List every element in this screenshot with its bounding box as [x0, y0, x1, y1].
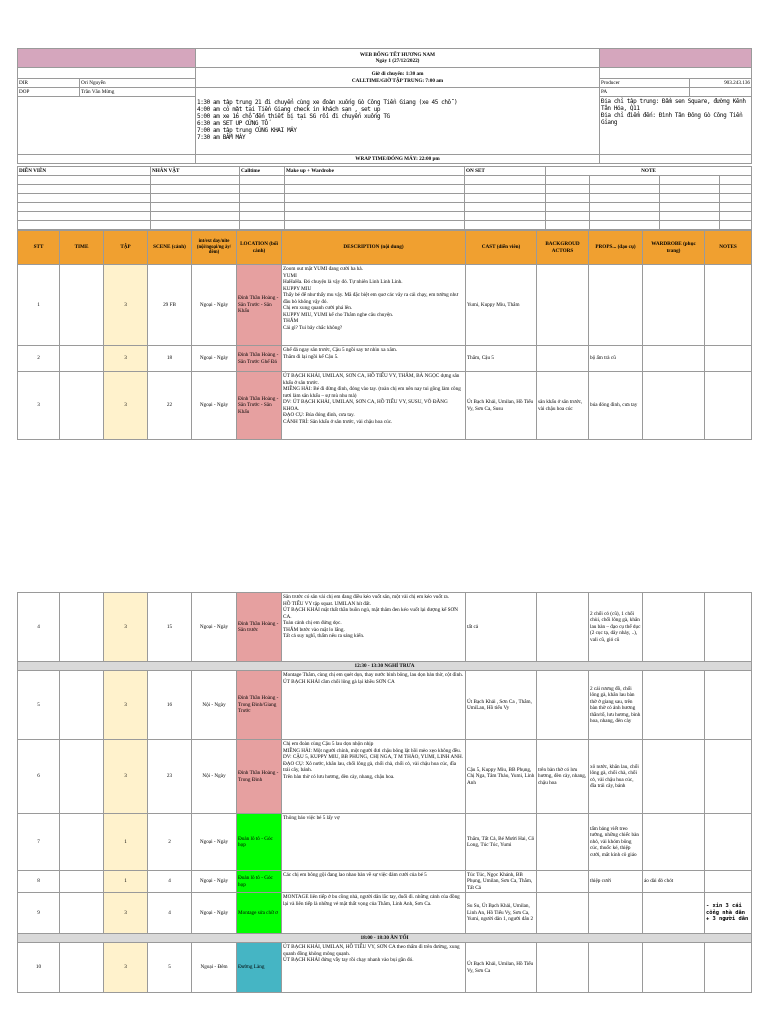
scene-intext: Ngoại - Ngày [192, 265, 237, 346]
blank-left-3 [18, 155, 196, 164]
blank-left-2 [18, 97, 196, 155]
scene-description [282, 346, 466, 372]
scene-props: thiệp cưới [589, 871, 643, 893]
schedule-line: 6:30 am SET UP CỨNG TỐ [197, 120, 268, 127]
scene-location: Đình Thần Hoàng - Sân Trước Ghế Đá [237, 346, 282, 372]
description-line: Zoom out mặt YUMI đang cười ha hả. [283, 266, 363, 272]
blank-right-3 [600, 155, 752, 164]
scene-stt: 8 [18, 871, 60, 893]
pa-label: PA [600, 88, 690, 97]
scene-cast: Út Bạch Khải , Sơn Ca , Thắm, UmiLan, Hồ tiểu Vy [466, 671, 537, 740]
column-header-row [18, 231, 752, 265]
scene-stt: 1 [18, 265, 60, 346]
scene-time [60, 943, 104, 993]
header-pink-left [18, 49, 196, 68]
scene-row [18, 593, 752, 662]
scene-intext: Ngoại - Ngày [192, 814, 237, 871]
scene-number: 29 FB [148, 265, 192, 346]
description-line: Thắm đi lại ngồi kế Cậu 5. [283, 353, 339, 360]
scene-row [18, 871, 752, 893]
description-line: DV: ÚT BẠCH KHẢI, UMILAN, SƠN CA, HỒ TIỂU VY, SUSU, VÕ ĐĂNG KHOA. [283, 399, 448, 412]
scene-number: 5 [148, 943, 192, 993]
producer-label: Producer [600, 79, 690, 88]
scene-notes [705, 593, 752, 662]
scene-cast: Út Bạch Khải, Umilan, Hồ Tiểu Vy, Sơn Ca, Susu [466, 372, 537, 440]
scene-cast: Út Bạch Khải, Umilan, Hồ Tiểu Vy, Sơn Ca [466, 943, 537, 993]
title-cell [196, 49, 600, 68]
scene-description [282, 871, 466, 893]
blank-left-1 [18, 68, 196, 79]
scene-location: Đình Thần Hoàng - Sân Trước - Sân Khấu [237, 372, 282, 440]
description-line: HỒ TIỂU VY tập squat. UMILAN hít đất. [283, 600, 371, 607]
scene-props: xô nước, khăn lau, chổi lông gà, chổi chà, chổi cỏ, vài chậu hoa cúc, đĩa trái cây, bánh [589, 740, 643, 814]
description-line: THẮM [283, 318, 299, 324]
schedule-line: 7:30 am BẤM MÁY [197, 133, 246, 141]
scene-location: Đoàn lô tô - Góc họp [237, 814, 282, 871]
dir-value: Ori Nguyễn [80, 79, 196, 88]
schedule-line: 5:00 am xe 16 chỗ đến thiết bị tại SG rồi đi chuyển xuống TG [197, 113, 390, 121]
cast-header-makeup: Make up + Wardrobe [285, 167, 465, 176]
scene-tap: 3 [104, 893, 148, 934]
dinner-break [18, 934, 752, 943]
scene-stt: 4 [18, 593, 60, 662]
scene-wardrobe: áo dài đỏ chót [643, 871, 705, 893]
scene-stt: 6 [18, 740, 60, 814]
scene-time [60, 265, 104, 346]
scene-props: bộ ấm trà cũ [589, 346, 643, 372]
wrap-time: WRAP TIME/ĐÓNG MÁY: 22:00 pm [196, 155, 600, 164]
col-intext: int/ext day/nite (nội/ngoại/ng ày/đêm) [192, 231, 237, 265]
scene-time [60, 871, 104, 893]
scene-props: 2 cái rương đồ, chổi lông gà, khăn lau bàn thờ ở giang sau, trên bàn thờ có ảnh hương thần/tổ, lưu hương, bình hoa, nhang, đèn cày [589, 671, 643, 740]
scene-wardrobe [643, 943, 705, 993]
description-line: MIỀNG HẢI: Bé đi đừng đình, đóng vào tay. (toàn chị em nên nay tui gồng làm công tươi làm sân khấu – sự mù nhu mà) [283, 386, 461, 399]
scene-tap: 3 [104, 593, 148, 662]
scene-time [60, 346, 104, 372]
dinner-break-label: 18:00 - 18:30 ĂN TỐI [18, 934, 752, 943]
scene-props [589, 943, 643, 993]
scene-intext: Ngoại - Ngày [192, 871, 237, 893]
scene-wardrobe [643, 593, 705, 662]
scene-wardrobe [643, 265, 705, 346]
scene-number: 22 [148, 372, 192, 440]
cast-header-note: NOTE [546, 167, 752, 176]
scene-description [282, 943, 466, 993]
scene-location: Đường Làng [237, 943, 282, 993]
scene-location: Đoàn lô tô - Góc họp [237, 871, 282, 893]
description-line: ÚT BẠCH KHẢI, UMILAN, SƠN CA, HỒ TIỂU VY, THẮM, BÀ NGỌC dựng sân khấu ở sân trước. [283, 373, 460, 386]
scene-tap: 3 [104, 740, 148, 814]
scene-location: Montage sửa chữ ơ [237, 893, 282, 934]
scene-tap: 3 [104, 372, 148, 440]
scene-row [18, 740, 752, 814]
scene-tap: 3 [104, 943, 148, 993]
scene-stt: 3 [18, 372, 60, 440]
scene-background: trên bàn thờ có lưu hương, đèn cày, nhang, chậu hoa [537, 740, 589, 814]
scene-wardrobe [643, 372, 705, 440]
lunch-break [18, 662, 752, 671]
shoot-address: Địa chỉ điểm đến: Đình Tân Đông Gò Công Tiền Giang [601, 111, 743, 126]
description-line: HaHaHa. Đó chuyện là vậy đó. Tự nhiên Linh Linh Linh. [283, 279, 403, 285]
description-line: Toàn cảnh chị em đứng dọc. [283, 620, 342, 626]
scene-intext: Nội - Ngày [192, 740, 237, 814]
description-line: MIỀNG HẢI: Một người chính, một người đưi chậu bông lật hồi mèo xẹo không đều. [283, 747, 462, 754]
scene-notes [705, 346, 752, 372]
col-location: LOCATION (bối cảnh) [237, 231, 282, 265]
description-line: Tất cả suy nghĩ, thấm nêu ra sáng kiến. [283, 633, 365, 639]
scene-background [537, 671, 589, 740]
schedule-line: 7:00 am tập trung CÙNG KHAI MÁY [197, 126, 297, 134]
description-line: Thấy bé để như thấy mu vậy. Mã đặc biệt em quơ các vây ra cái chạy, em tưởng như đầu bò không vậy đó. [283, 292, 459, 305]
scene-notes: - xin 3 cái cổng nhà dân + 3 người dân [705, 893, 752, 934]
description-line: Các chị em bông gội đang lao nhao bàn về sự việc đám cưới của bé 5 [283, 872, 427, 878]
scene-time [60, 593, 104, 662]
scene-description [282, 740, 466, 814]
scene-number: 4 [148, 893, 192, 934]
scene-row [18, 372, 752, 440]
scene-stt: 9 [18, 893, 60, 934]
cast-header-calltime: Calltime [240, 167, 285, 176]
description-line: Thông báo việc bé 5 lấy vợ [283, 815, 340, 821]
scene-background [537, 346, 589, 372]
calltime: CALLTIME/GIỜ TẬP TRUNG: 7:00 am [351, 77, 444, 84]
scene-wardrobe [643, 740, 705, 814]
cast-header-role: NHÂN VẬT [151, 167, 240, 176]
scene-notes [705, 671, 752, 740]
scene-notes [705, 740, 752, 814]
header-pink-right [600, 49, 752, 68]
header-table [17, 48, 752, 164]
scene-row [18, 265, 752, 346]
scene-cast: Yumi, Kuppy Miu, Thắm [466, 265, 537, 346]
dir-label: DIR [18, 79, 80, 88]
scene-cast: Cậu 5, Kuppy Miu, BB Phụng, Chị Nga, Tâm Thảo, Yumi, Linh Anh [466, 740, 537, 814]
scene-description [282, 893, 466, 934]
scene-background [537, 893, 589, 934]
col-time: TIME [60, 231, 104, 265]
scene-description [282, 814, 466, 871]
schedule-line: 1:30 am tập trung 21 đi chuyển cùng xe đoàn xuống Gò Công Tiền Giang (xe 45 chỗ ) [197, 99, 458, 107]
scene-number: 4 [148, 871, 192, 893]
scene-row [18, 671, 752, 740]
scene-tap: 1 [104, 871, 148, 893]
scene-number: 2 [148, 814, 192, 871]
scene-intext: Nội - Ngày [192, 671, 237, 740]
description-line: DV: CẬU 5, KUPPY MIU, BB PHUNG, CHỊ NGA, T M THẢO, YUMI, LINH ANH. [283, 754, 464, 760]
scene-notes [705, 814, 752, 871]
scene-location: Đình Thần Hoàng - Trong Đình/Giang Trước [237, 671, 282, 740]
scene-description [282, 671, 466, 740]
description-line: Chị em đoàn cùng Cậu 5 lau dọn nhộn nhịp [283, 741, 374, 747]
scene-number: 16 [148, 671, 192, 740]
description-line: Montage Thắm, cùng chị em quét dọn, thay nước bình bông, lau dọn bàn thờ, cột đình. [283, 672, 464, 678]
col-notes: NOTES [705, 231, 752, 265]
scene-table-bottom [17, 592, 752, 993]
gather-address: Địa chỉ tập trung: Đầm sen Square, đường Kênh Tân Hóa, Q11 [601, 98, 746, 112]
scene-number: 23 [148, 740, 192, 814]
description-line: KUPPY MIU, YUMI kể cho Thắm nghe câu chuyện. [283, 311, 394, 318]
cast-header-onset: ON SET [465, 167, 546, 176]
scene-time [60, 893, 104, 934]
scene-stt: 2 [18, 346, 60, 372]
description-line: Trên bàn thờ có lưu hương, đèn cày, nhang, chậu hoa. [283, 773, 395, 780]
scene-description [282, 265, 466, 346]
scene-props: 2 chổi cỏ (cũ), 1 chổi chùi, chổi lông gà, khăn lau bàn – đạo cụ thể dục (2 cục tạ, dây nhảy, ..), vali cũ, giỏ cũ [589, 593, 643, 662]
scene-wardrobe [643, 671, 705, 740]
address-cell [600, 97, 752, 155]
scene-stt: 10 [18, 943, 60, 993]
description-line: ÚT BẠCH KHẢI cầm chổi lông gà lại khều SƠN CA [283, 678, 395, 685]
scene-background [537, 265, 589, 346]
scene-cast: Thắm, Tất Cả, Bé Mười Hai, Cô Long, Túc Túc, Yumi [466, 814, 537, 871]
scene-intext: Ngoại - Ngày [192, 372, 237, 440]
scene-time [60, 671, 104, 740]
description-line: YUMI [283, 272, 297, 279]
scene-props [589, 893, 643, 934]
schedule-line: 4:00 am có mặt tại Tiền Giang check in khách sạn , set up [197, 106, 381, 114]
cast-table [17, 166, 752, 230]
scene-background [537, 943, 589, 993]
scene-location: Đình Thần Hoàng - Sân Trước - Sân Khấu [237, 265, 282, 346]
scene-table-top [17, 230, 752, 440]
scene-row [18, 346, 752, 372]
dop-value: Trần Văn Mừng [80, 88, 196, 97]
scene-tap: 1 [104, 814, 148, 871]
description-line: KUPPY MIU [283, 285, 312, 292]
scene-wardrobe [643, 346, 705, 372]
scene-tap: 3 [104, 346, 148, 372]
scene-number: 18 [148, 346, 192, 372]
cast-header-actor: DIỄN VIÊN [18, 167, 151, 176]
col-scene: SCENE (cảnh) [148, 231, 192, 265]
lunch-break-label: 12:30 - 13:30 NGHỈ TRƯA [18, 662, 752, 671]
scene-time [60, 740, 104, 814]
scene-tap: 3 [104, 671, 148, 740]
description-line: Cái gì? Tui bây chắc không? [283, 324, 343, 331]
description-line: ĐẠO CỤ: Xô nước, khăn lau, chổi lông gà, chổi chà, chổi cỏ, vài chậu hoa cúc, đĩa trái cây, bánh. [283, 760, 457, 773]
col-wardrobe: WARDROBE (phục trang) [643, 231, 705, 265]
scene-row [18, 893, 752, 934]
scene-intext: Ngoại - Ngày [192, 893, 237, 934]
calltime-cell [196, 68, 600, 88]
page-title: WEB BỐNG TẾT HƯƠNG NAM [359, 51, 436, 58]
scene-notes [705, 871, 752, 893]
description-line: ÚT BẠCH KHẢI, UMILAN, HỒ TIỂU VY, SƠN CA theo thẩm đi trên đường, xung quanh đồng không mông quạnh. [283, 944, 460, 957]
description-line: THẮM bước vào mặt lo lắng. [283, 626, 345, 633]
scene-row [18, 814, 752, 871]
scene-props: tấm bảng viết treo tường, những chiếc bàn nhỏ, vài khóm bông cúc, thuốc ké, thiệp cưới, mắt kính cô giáo [589, 814, 643, 871]
scene-row [18, 943, 752, 993]
description-line: Sân trước có sân vài chị em đang điều kéo vuốt sân, một vài chị em kéo vuốt ra. [283, 594, 450, 600]
scene-number: 15 [148, 593, 192, 662]
scene-description [282, 372, 466, 440]
scene-description [282, 593, 466, 662]
scene-props: búa đóng đinh, cưa tay [589, 372, 643, 440]
description-line: ÚT BẠCH KHẢI mặt thất thần buồn ngủ, mặt thâm đen kéo vuốt lại đượng kể SƠN CA. [283, 607, 459, 620]
scene-stt: 5 [18, 671, 60, 740]
scene-background: sân khấu ở sân trước, vài chậu hoa cúc [537, 372, 589, 440]
scene-background [537, 814, 589, 871]
col-description: DESCRIPTION (nội dung) [282, 231, 466, 265]
scene-intext: Ngoại - Ngày [192, 346, 237, 372]
producer-phone: 903.243.136 [690, 79, 752, 88]
scene-time [60, 372, 104, 440]
col-cast: CAST (diễn viên) [466, 231, 537, 265]
description-line: Ghế đá ngay sân trước, Cậu 5 ngồi say tư nhìn xa xăm. [283, 347, 398, 353]
scene-intext: Ngoại - Đêm [192, 943, 237, 993]
schedule-cell [196, 88, 600, 155]
scene-wardrobe [643, 814, 705, 871]
description-line: MONTAGE liên tiếp ở bu cồng nhà, người dân lắc tay, đuổi đi. những cảnh của đồng lại và liên tiếp là những vẻ mặt thất vọng của Thắm, Linh Anh, Sơn Ca. [283, 894, 460, 907]
scene-cast: tất cả [466, 593, 537, 662]
scene-location: Đình Thần Hoàng - Sân trước [237, 593, 282, 662]
description-line: Chị em xung quanh cười phá lên. [283, 305, 353, 311]
scene-notes [705, 943, 752, 993]
scene-cast: Thắm, Cậu 5 [466, 346, 537, 372]
shoot-day: Ngày 1 (27/12/2022) [375, 58, 420, 64]
blank-right-1 [600, 68, 752, 79]
dop-label: DOP [18, 88, 80, 97]
scene-location: Đình Thần Hoàng - Trong Đình [237, 740, 282, 814]
description-line: ĐẠO CỤ: Búa đóng đinh, cưa tay. [283, 412, 355, 418]
description-line: ÚT BẠCH KHẢI đứng vẫy tay rồi chạy nhanh vào bụi gần đó. [283, 957, 414, 963]
scene-cast: Su Su, Út Bạch Khải, Umilan, Linh An, Hồ Tiểu Vy, Sơn Ca, Yumi, người dân 1, người dân 2 [466, 893, 537, 934]
scene-tap: 3 [104, 265, 148, 346]
col-background: BACKGROUD ACTORS [537, 231, 589, 265]
scene-cast: Túc Túc, Ngọc Khánh, BB Phụng, Umilan, Sơn Ca, Thắm, Tất Cả [466, 871, 537, 893]
description-line: CẢNH TRÍ: Sân khấu ở sân trước, vài chậu hoa cúc. [283, 418, 393, 425]
scene-stt: 7 [18, 814, 60, 871]
scene-background [537, 871, 589, 893]
scene-wardrobe [643, 893, 705, 934]
col-tap: TẬP [104, 231, 148, 265]
col-props: PROPS... (đạo cụ) [589, 231, 643, 265]
departure-time: Giờ đi chuyển: 1:30 am [371, 71, 424, 77]
scene-intext: Ngoại - Ngày [192, 593, 237, 662]
scene-props [589, 265, 643, 346]
pa-value [690, 88, 752, 97]
scene-time [60, 814, 104, 871]
scene-background [537, 593, 589, 662]
col-stt: STT [18, 231, 60, 265]
scene-notes [705, 265, 752, 346]
scene-notes [705, 372, 752, 440]
